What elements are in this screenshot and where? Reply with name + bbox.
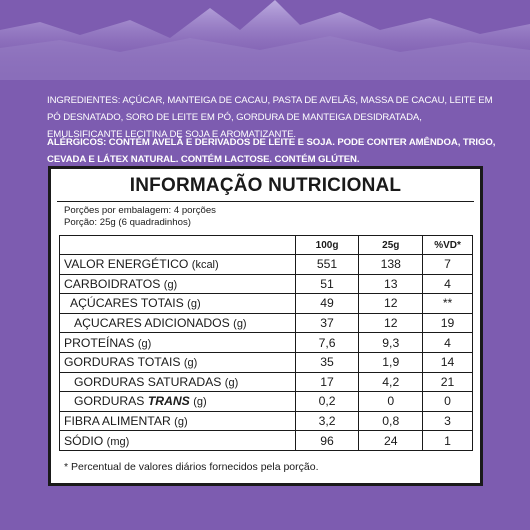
table-row: [60, 313, 473, 333]
nutrient-unit: (g): [163, 278, 178, 291]
table-row: [60, 333, 473, 353]
footnote: * Percentual de valores diários fornecidos pela porção.: [64, 461, 319, 473]
value-vd: 7: [423, 255, 473, 275]
nutrient-unit: (g): [174, 416, 188, 429]
nutrient-name: VALOR ENERGÉTICO: [64, 257, 189, 272]
nutrition-table: [59, 235, 473, 451]
nutrient-unit: (g): [224, 376, 239, 389]
allergens-text: ALÉRGICOS: CONTÉM AVELÃ E DERIVADOS DE LEITE E SOJA. PODE CONTER AMÊNDOA, TRIGO, CEVADA E LÁTEX NATURAL. CONTÉM LACTOSE. CONTÉM GLÚTEN.: [47, 137, 496, 165]
value-25g: 4,2: [359, 372, 423, 392]
nutrient-name: CARBOIDRATOS: [64, 276, 161, 291]
nutrient-unit: (g): [187, 298, 201, 311]
nutrient-label: [60, 392, 296, 412]
value-25g: 0: [359, 392, 423, 412]
nutrient-name: GORDURAS TOTAIS: [64, 355, 181, 370]
value-vd: 4: [423, 333, 473, 353]
value-100g: 17: [295, 372, 359, 392]
nutrition-facts-panel: [48, 166, 483, 486]
nutrient-name: GORDURAS: [74, 394, 145, 409]
value-100g: 49: [295, 294, 359, 314]
nutrient-unit: (g): [233, 318, 247, 331]
table-row: [60, 255, 473, 275]
portion-size: Porção: 25g (6 quadradinhos): [64, 217, 191, 228]
value-25g: 12: [359, 313, 423, 333]
nutrient-label: [60, 372, 296, 392]
mountain-backdrop: [0, 0, 530, 80]
column-header-nutrient: [60, 236, 296, 255]
nutrient-name: AÇÚCARES TOTAIS: [70, 296, 184, 311]
table-row: [60, 411, 473, 431]
table-row: [60, 431, 473, 451]
value-100g: 51: [295, 274, 359, 294]
nutrient-name-trans: TRANS: [147, 394, 190, 409]
value-25g: 9,3: [359, 333, 423, 353]
value-25g: 13: [359, 274, 423, 294]
value-vd: **: [423, 294, 473, 314]
value-vd: 4: [423, 274, 473, 294]
table-row: [60, 372, 473, 392]
table-row: [60, 352, 473, 372]
nutrient-unit: (g): [193, 396, 207, 409]
value-100g: 96: [295, 431, 359, 451]
column-header-25g: 25g: [359, 236, 423, 255]
column-header-vd: %VD*: [423, 236, 473, 255]
value-vd: 0: [423, 392, 473, 412]
nutrient-unit: (g): [183, 357, 198, 370]
ingredients-text: INGREDIENTES: AÇÚCAR, MANTEIGA DE CACAU, PASTA DE AVELÃS, MASSA DE CACAU, LEITE EM PÓ DESNATADO, SORO DE LEITE EM PÓ, GORDURA DE MANTEIGA DESIDRATADA, EMULSIFICANTE LECITINA DE SOJA E AROMATIZANTE.: [47, 95, 493, 140]
column-header-100g: 100g: [295, 236, 359, 255]
table-header-row: [60, 236, 473, 255]
nutrient-label: [60, 352, 296, 372]
value-25g: 1,9: [359, 352, 423, 372]
table-row: [60, 392, 473, 412]
nutrient-name: AÇUCARES ADICIONADOS: [74, 316, 230, 331]
value-vd: 21: [423, 372, 473, 392]
nutrient-unit: (g): [137, 337, 152, 350]
nutrient-label: [60, 274, 296, 294]
value-100g: 35: [295, 352, 359, 372]
nutrient-unit: (mg): [106, 435, 130, 448]
nutrient-label: [60, 294, 296, 314]
portions-per-package: Porções por embalagem: 4 porções: [64, 205, 216, 216]
value-100g: 0,2: [295, 392, 359, 412]
nutrient-label: [60, 431, 296, 451]
value-vd: 1: [423, 431, 473, 451]
value-100g: 37: [295, 313, 359, 333]
nutrient-label: [60, 313, 296, 333]
nutrient-name: FIBRA ALIMENTAR: [64, 414, 171, 429]
value-25g: 12: [359, 294, 423, 314]
value-vd: 14: [423, 352, 473, 372]
value-25g: 138: [359, 255, 423, 275]
value-25g: 24: [359, 431, 423, 451]
nutrient-label: [60, 333, 296, 353]
table-row: [60, 274, 473, 294]
value-vd: 3: [423, 411, 473, 431]
nutrient-unit: (kcal): [191, 259, 219, 272]
value-100g: 551: [295, 255, 359, 275]
value-25g: 0,8: [359, 411, 423, 431]
value-vd: 19: [423, 313, 473, 333]
nutrient-label: [60, 255, 296, 275]
title-divider: [57, 201, 474, 202]
table-row: [60, 294, 473, 314]
nutrition-title: INFORMAÇÃO NUTRICIONAL: [129, 175, 402, 196]
nutrient-label: [60, 411, 296, 431]
nutrient-name: SÓDIO: [64, 433, 104, 448]
value-100g: 3,2: [295, 411, 359, 431]
nutrient-name: PROTEÍNAS: [64, 335, 135, 350]
value-100g: 7,6: [295, 333, 359, 353]
nutrient-name: GORDURAS SATURADAS: [74, 374, 222, 389]
